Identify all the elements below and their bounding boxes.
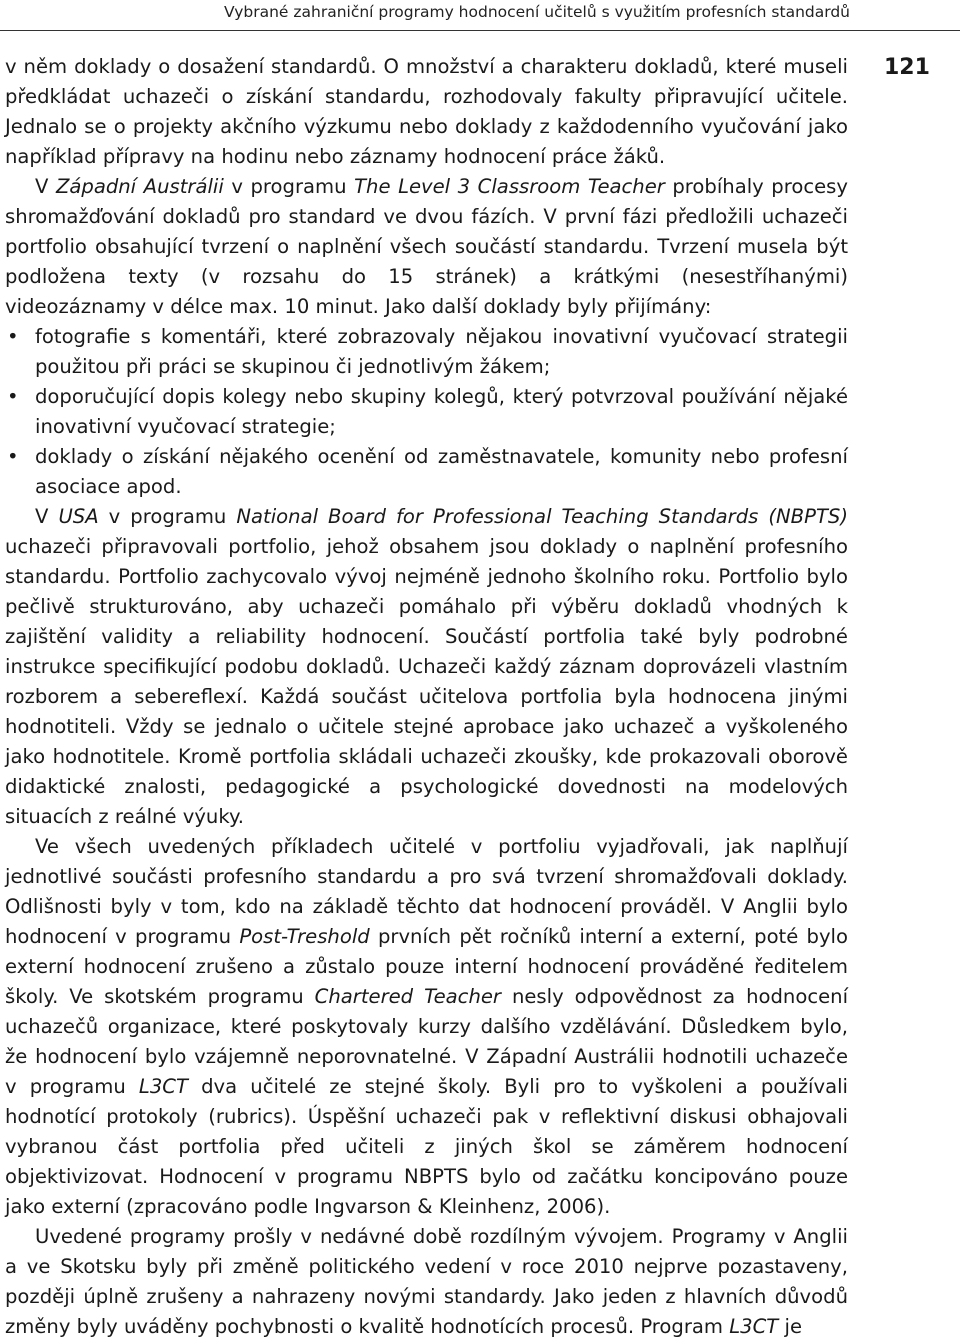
text-run: je	[778, 1315, 803, 1338]
italic-term-l3ct: L3CT	[729, 1315, 779, 1338]
italic-term-program-name: The Level 3 Classroom Teacher	[354, 175, 665, 198]
paragraph-1: v něm doklady o dosažení standardů. O množství a charakteru dokladů, které museli předkládat uchazeči o získání standardu, rozhodovaly fakulty připravující učitele. Jednalo se o projekty akčního výzkumu nebo doklady z každodenního vyučování jako například přípravy na hodinu nebo záznamy hodnocení práce žáků.	[5, 55, 848, 168]
text-run: Uvedené programy prošly v nedávné době rozdílným vývojem. Programy v Anglii a ve Skotsku byly při změně politického vedení v roce 2010 nejprve pozastaveny, později úplně zrušeny a nahrazeny novými standardy. Jako jeden z hlavních důvodů změny byly uváděny pochybnosti o kvalitě hodnotících procesů. Program	[5, 1225, 848, 1338]
italic-term-l3ct: L3CT	[138, 1075, 188, 1098]
paragraph-3	[5, 502, 848, 832]
list-item: • doklady o získání nějakého ocenění od zaměstnavatele, komunity nebo profesní asociace apod.	[5, 442, 848, 502]
paragraph-4	[5, 832, 848, 1222]
text-run: nesly odpovědnost za hodnocení uchazečů organizace, které poskytovaly kurzy dalšího vzdělávání. Důsledkem bylo, že hodnocení bylo vzájemně neporovnatelné. V Západní Austrálii hodnotili uchazeče v programu	[5, 985, 849, 1098]
running-header	[0, 0, 960, 31]
text-run: V	[35, 175, 56, 198]
paragraph-2	[5, 172, 848, 322]
italic-term-chartered-teacher: Chartered Teacher	[314, 985, 501, 1008]
evidence-list	[5, 322, 848, 502]
text-run: dva učitelé ze stejné školy. Byli pro to vyškoleni a používali hodnotící protokoly (rubrics). Úspěšní uchazeči pak v reflektivní diskusi obhajovali vybranou část portfolia před učiteli z jiných škol se záměrem hodnocení objektivizovat. Hodnocení v programu NBPTS bylo od začátku koncipováno pouze jako externí (zpracováno podle Ingvarson & Kleinhenz, 2006).	[5, 1075, 848, 1218]
running-title: Vybrané zahraniční programy hodnocení učitelů s využitím profesních standardů	[224, 3, 850, 21]
page-number: 121	[884, 55, 930, 80]
list-item: • doporučující dopis kolegy nebo skupiny kolegů, který potvrzoval používání nějaké inovativní vyučovací strategie;	[5, 382, 848, 442]
text-run: Ve všech uvedených příkladech učitelé v portfoliu vyjadřovali, jak naplňují jednotlivé součásti profesního standardu a pro svá tvrzení shromažďovali doklady. Odlišnosti byly v tom, kdo na základě těchto dat hodnocení prováděl. V Anglii bylo hodnocení v programu	[5, 835, 848, 948]
list-item: • fotografie s komentáři, které zobrazovaly nějakou inovativní vyučovací strategii použitou při práci se skupinou či jednotlivým žákem;	[5, 322, 848, 382]
body-text	[5, 52, 848, 1342]
text-run: v programu	[98, 505, 237, 528]
text-run: V	[35, 505, 59, 528]
italic-term-post-treshold: Post-Treshold	[239, 925, 370, 948]
text-run: probíhaly procesy shromažďování dokladů pro standard ve dvou fázích. V první fázi předložili uchazeči portfolio obsahující tvrzení o naplnění všech součástí standardu. Tvrzení musela být podložena texty (v rozsahu do 15 stránek) a krátkými (nesestříhanými) videozáznamy v délce max. 10 minut. Jako další doklady byly přijímány:	[5, 175, 848, 318]
text-run: uchazeči připravovali portfolio, jehož obsahem jsou doklady o naplnění profesního standardu. Portfolio zachycovalo vývoj nejméně jednoho školního roku. Portfolio bylo pečlivě strukturováno, aby uchazeči pomáhalo při výběru dokladů vhodných k zajištění validity a reliability hodnocení. Součástí portfolia také byly podrobné instrukce specifikující podobu dokladů. Uchazeči každý záznam doprovázeli vlastním rozborem a sebereflexí. Každá součást učitelova portfolia byla hodnocena jinými hodnotiteli. Vždy se jednalo o učitele stejné aprobace jako uchazeč a vyškoleného jako hodnotitele. Kromě portfolia skládali uchazeči zkoušky, kde prokazovali oborově didaktické znalosti, pedagogické a psychologické dovednosti na modelových situacích z reálné výuky.	[5, 535, 848, 828]
paragraph-5	[5, 1222, 848, 1342]
text-run: v programu	[223, 175, 355, 198]
italic-term-western-australia: Západní Austrálii	[55, 175, 224, 198]
italic-term-nbpts: National Board for Professional Teaching Standards (NBPTS)	[236, 505, 848, 528]
italic-term-usa: USA	[58, 505, 99, 528]
text-run: prvních pět ročníků interní a externí, poté bylo externí hodnocení zrušeno a zůstalo pouze interní hodnocení prováděné ředitelem školy. Ve skotském programu	[5, 925, 848, 1008]
